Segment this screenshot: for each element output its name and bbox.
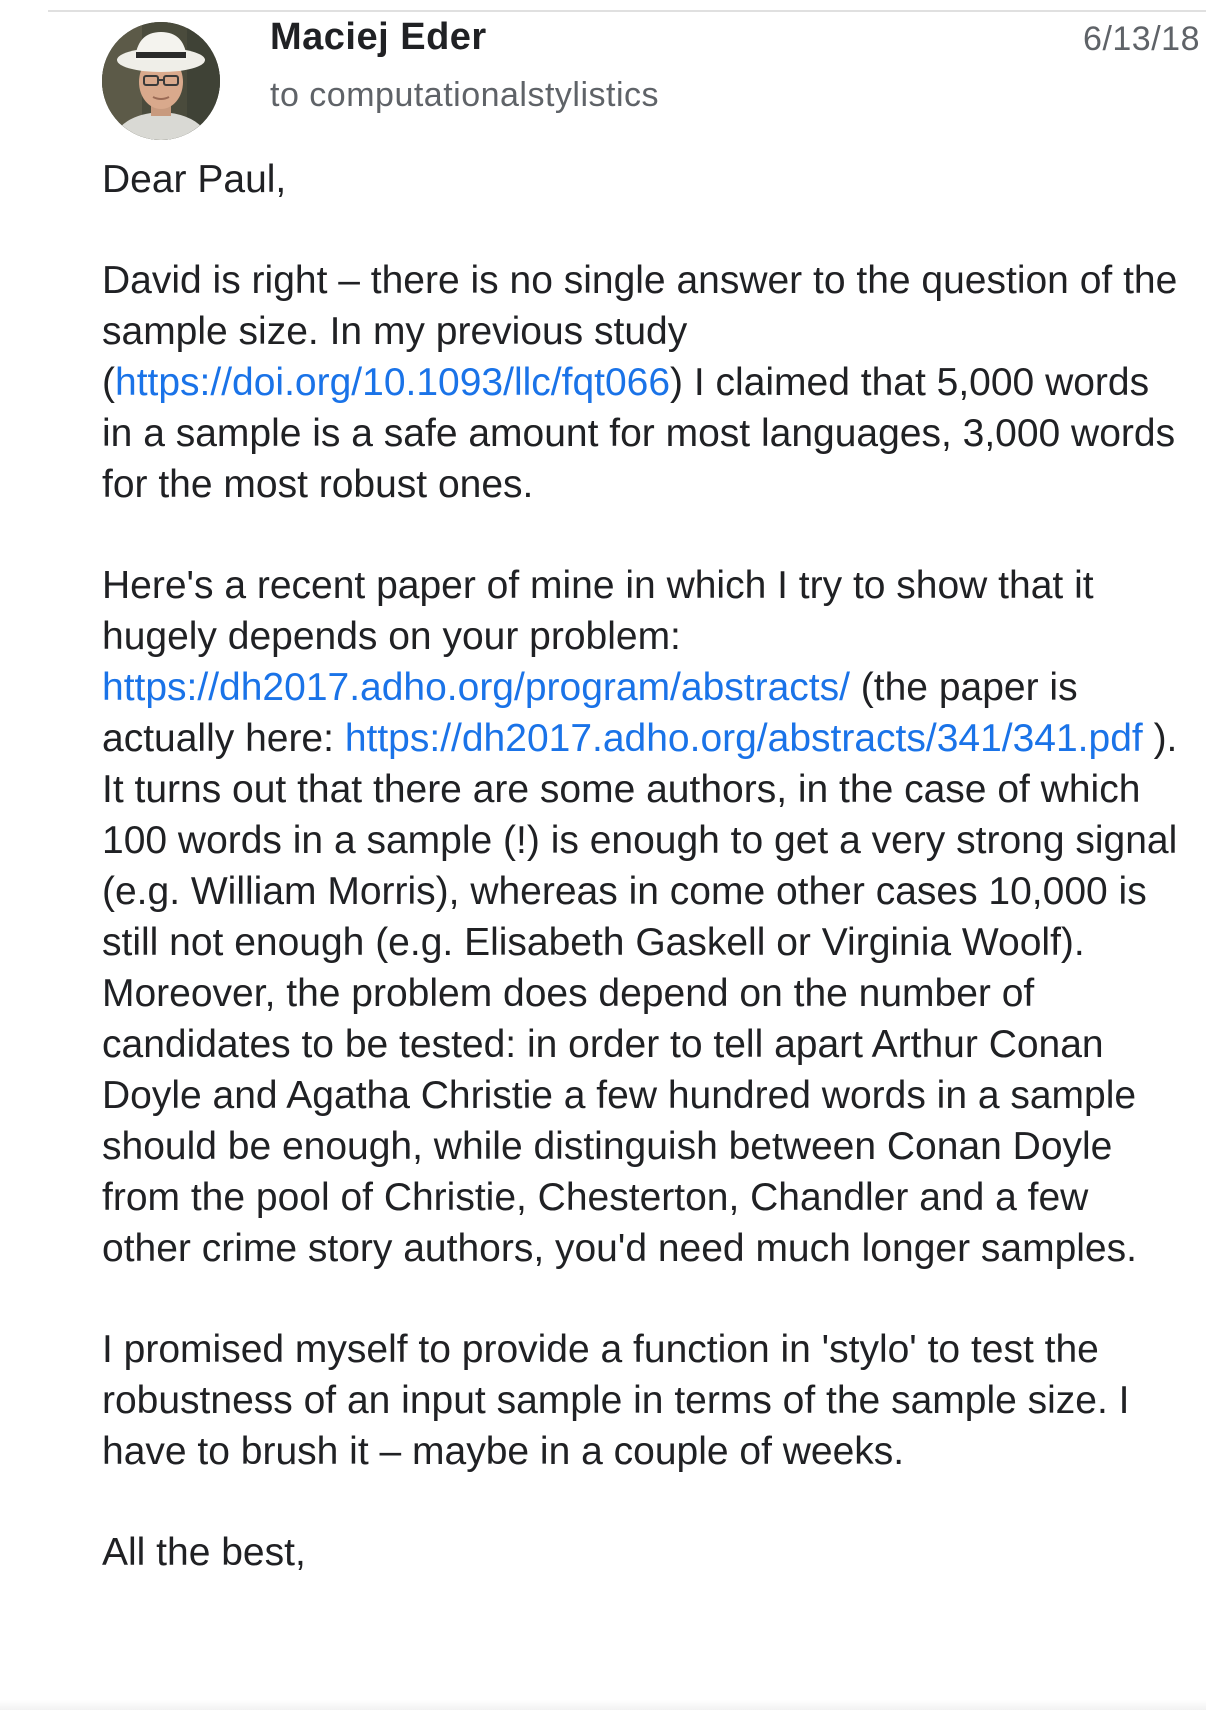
greeting: Dear Paul, [102, 158, 287, 201]
message-body [102, 154, 1187, 1628]
paragraph-3: I promised myself to provide a function in 'stylo' to test the robustness of an input sample in terms of the sample size. I have to brush it – maybe in a couple of weeks. [102, 1328, 1130, 1473]
abstracts-link[interactable]: https://dh2017.adho.org/program/abstracts/ [102, 666, 850, 709]
paragraph-2-text-a: Here's a recent paper of mine in which I try to show that it hugely depends on your problem: [102, 564, 1094, 658]
message-date: 6/13/18 [1083, 20, 1200, 58]
sender-name[interactable]: Maciej Eder [270, 16, 487, 58]
doi-link[interactable]: https://doi.org/10.1093/llc/fqt066 [115, 361, 671, 404]
sender-avatar[interactable] [102, 22, 220, 140]
paragraph-2-text-b: (the paper is actually here: [102, 666, 1078, 760]
paragraph-2 [102, 560, 1187, 1274]
top-divider [48, 10, 1206, 12]
paragraph-1 [102, 255, 1187, 510]
paragraph-1-text-a: David is right – there is no single answer to the question of the sample size. In my previous study ( [102, 259, 1178, 404]
bottom-fade [0, 1700, 1206, 1710]
closing: All the best, [102, 1531, 306, 1574]
paragraph-2-text-c: ). It turns out that there are some authors, in the case of which 100 words in a sample (!) is enough to get a very strong signal (e.g. William Morris), whereas in come other cases 10,000 is still not enough (e.g. Elisabeth Gaskell or Virginia Woolf). Moreover, the problem does depend on the number of candidates to be tested: in order to tell apart Arthur Conan Doyle and Agatha Christie a few hundred words in a sample should be enough, while distinguish between Conan Doyle from the pool of Christie, Chesterton, Chandler and a few other crime story authors, you'd need much longer samples. [102, 717, 1178, 1270]
person-photo-avatar-icon [102, 22, 220, 140]
paper-pdf-link[interactable]: https://dh2017.adho.org/abstracts/341/341.pdf [344, 717, 1143, 760]
recipient-line[interactable]: to computationalstylistics [270, 76, 660, 114]
paragraph-1-text-b: ) I claimed that 5,000 words in a sample is a safe amount for most languages, 3,000 words for the most robust ones. [102, 361, 1176, 506]
